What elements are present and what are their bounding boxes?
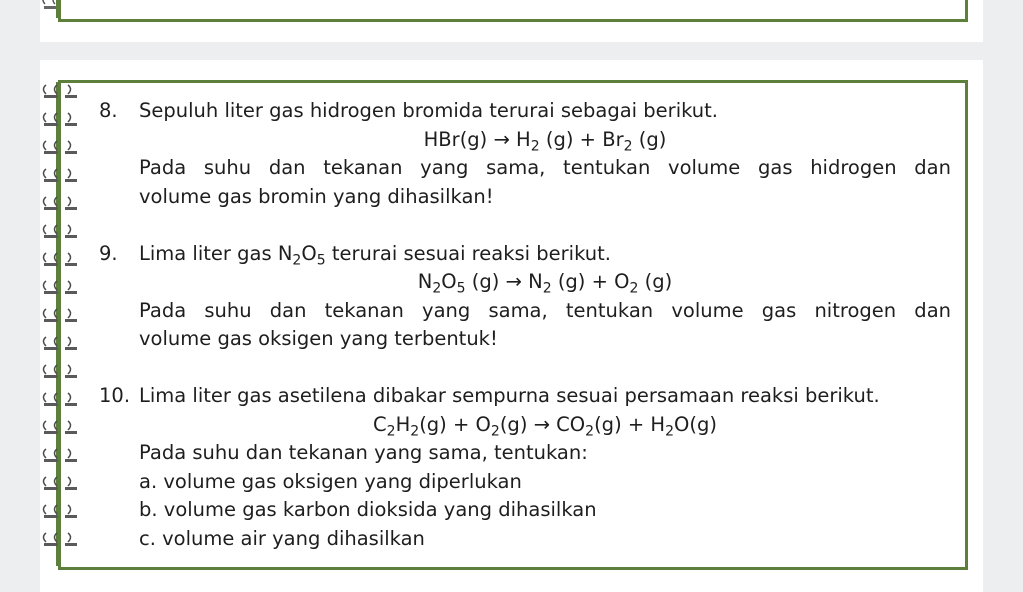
question-instruction-cont: volume gas bromin yang dihasilkan!	[139, 184, 494, 208]
plus-sign: +	[452, 412, 470, 436]
arrow: →	[505, 270, 522, 293]
plus-sign: +	[627, 412, 645, 436]
state: (g)	[594, 412, 622, 436]
spiral-ring	[41, 476, 81, 494]
reactant-1: C	[373, 412, 387, 436]
subscript: 2	[629, 280, 639, 297]
plus-sign: +	[591, 270, 608, 293]
spiral-ring	[41, 196, 81, 214]
spiral-binding	[41, 84, 83, 560]
subscript: 2	[410, 422, 420, 439]
spiral-ring	[41, 280, 81, 298]
subscript: 2	[542, 280, 552, 297]
question-number: 8.	[99, 99, 118, 122]
question-instruction-cont: volume gas oksigen yang terbentuk!	[139, 327, 498, 350]
arrow: →	[493, 127, 510, 151]
product-1: H	[516, 127, 531, 151]
spiral-ring	[41, 364, 81, 382]
spiral-ring	[41, 308, 81, 326]
plus-sign: +	[579, 127, 596, 151]
previous-page-fragment	[40, 0, 983, 42]
spiral-ring	[41, 84, 81, 102]
reactant: HBr(g)	[423, 127, 488, 151]
subscript: 2	[585, 422, 595, 439]
product-1: CO	[556, 412, 586, 436]
state: (g)	[499, 412, 528, 436]
spiral-ring	[41, 140, 81, 158]
state: (g)	[638, 270, 673, 293]
subscript: 2	[386, 422, 396, 439]
spiral-ring	[41, 420, 81, 438]
subscript: 2	[665, 422, 675, 439]
reactant: N	[417, 270, 433, 293]
state: (g)	[632, 127, 667, 151]
question-number: 9.	[99, 241, 118, 265]
answer-option-a: a. volume gas oksigen yang diperlukan	[139, 469, 522, 493]
spiral-ring	[41, 112, 81, 130]
spiral-ring	[41, 0, 81, 14]
answer-option-b: b. volume gas karbon dioksida yang dihasilkan	[139, 498, 597, 521]
spiral-ring	[41, 448, 81, 466]
question-instruction: Pada suhu dan tekanan yang sama, tentukan volume gas hidrogen dan	[139, 156, 951, 179]
question-8	[99, 97, 951, 211]
answer-option-c: c. volume air yang dihasilkan	[139, 526, 425, 550]
question-10	[99, 382, 951, 553]
product-1: N	[528, 270, 543, 293]
spiral-binding-top	[41, 0, 83, 18]
state: (g)	[419, 412, 447, 436]
chemical-equation	[99, 126, 951, 155]
reactant-2: O	[475, 412, 491, 436]
spiral-ring	[41, 224, 81, 242]
state: (g)	[465, 270, 500, 293]
question-prompt: Lima liter gas $N_2O_5$ terurai sesuai reaksi berikut.	[139, 241, 611, 268]
product-2: H	[650, 412, 666, 436]
spiral-ring	[41, 252, 81, 270]
question-instruction: Pada suhu dan tekanan yang sama, tentukan volume gas nitrogen dan	[139, 298, 951, 322]
product-2: Br	[602, 127, 624, 151]
product-2: O	[614, 270, 630, 293]
chemical-equation: $C_2H_2(g) + O_2(g) \to CO_2(g) + H_2O(g)$	[373, 412, 717, 439]
question-instruction: Pada suhu dan tekanan yang sama, tentukan:	[139, 441, 588, 464]
question-prompt: Lima liter gas asetilena dibakar sempurna sesuai persamaan reaksi berikut.	[139, 384, 880, 407]
subscript: 5	[456, 280, 466, 297]
subscript: 2	[623, 137, 633, 154]
state: (g)	[539, 127, 574, 151]
subscript: 2	[530, 137, 540, 154]
subscript: 2	[490, 422, 500, 439]
question-list	[99, 97, 951, 553]
arrow: →	[533, 412, 550, 436]
subscript: 2	[432, 280, 442, 297]
previous-page-frame	[58, 0, 968, 22]
state: (g)	[551, 270, 586, 293]
spiral-ring	[41, 336, 81, 354]
state: (g)	[689, 412, 717, 436]
question-prompt: Sepuluh liter gas hidrogen bromida terurai sebagai berikut.	[139, 99, 719, 122]
spiral-ring	[41, 168, 81, 186]
spiral-ring	[41, 392, 81, 410]
question-9	[99, 240, 951, 354]
chemical-equation: $N_2O_5$ $(g) \to N_2$ $(g) + O_2$ (g)	[417, 270, 673, 297]
spiral-ring	[41, 504, 81, 522]
spiral-ring	[41, 532, 81, 550]
question-number: 10.	[99, 384, 131, 407]
